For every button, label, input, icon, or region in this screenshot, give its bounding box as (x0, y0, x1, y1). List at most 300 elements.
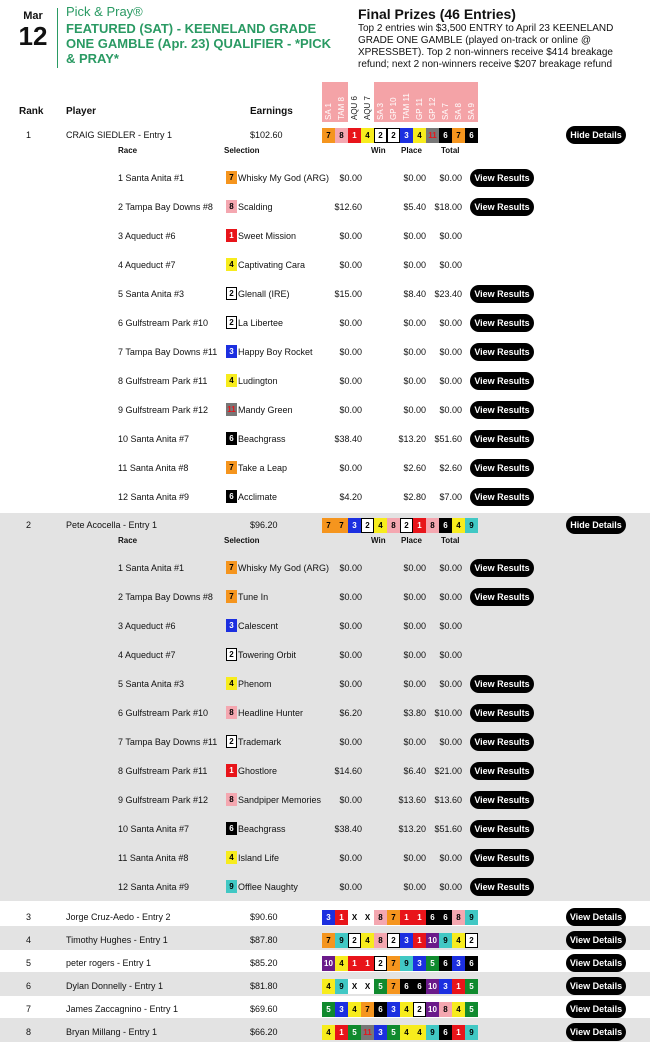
total-amount: $0.00 (439, 737, 462, 747)
pick-chip: 8 (426, 518, 439, 533)
pick-chip: 1 (413, 518, 426, 533)
total-amount: $0.00 (439, 650, 462, 660)
win-amount: $0.00 (339, 621, 362, 631)
detail-race: 7 Tampa Bay Downs #11 (118, 347, 218, 357)
view-details-button[interactable]: View Details (566, 1000, 626, 1018)
pick-chip: 5 (387, 1025, 400, 1040)
selection-name: Beachgrass (238, 434, 286, 444)
earnings: $90.60 (250, 912, 278, 922)
pick-chip: 8 (335, 128, 348, 143)
win-amount: $0.00 (339, 650, 362, 660)
total-amount: $0.00 (439, 231, 462, 241)
pick-chip: 8 (387, 518, 400, 533)
place-amount: $0.00 (403, 347, 426, 357)
detail-col-race: Race (118, 536, 138, 545)
total-amount: $0.00 (439, 679, 462, 689)
selection-name: Phenom (238, 679, 272, 689)
selection-name: Offlee Naughty (238, 882, 298, 892)
selection-number: 4 (226, 258, 237, 271)
place-amount: $0.00 (403, 260, 426, 270)
pick-chip: 4 (335, 956, 348, 971)
race-header-label: SA 9 (467, 103, 476, 120)
rank: 7 (26, 1004, 32, 1014)
pick-chip: 7 (387, 979, 400, 994)
pick-chip: 11 (361, 1025, 374, 1040)
place-amount: $0.00 (403, 376, 426, 386)
selection-name: Trademark (238, 737, 282, 747)
detail-race: 12 Santa Anita #9 (118, 492, 190, 502)
leaderboard-row (0, 998, 650, 1020)
pick-chip: 10 (426, 933, 439, 948)
detail-row (0, 488, 650, 508)
player-name: Dylan Donnelly - Entry 1 (66, 981, 164, 991)
pick-chip: 5 (426, 956, 439, 971)
pick-chip: 5 (374, 979, 387, 994)
pick-chip: 3 (387, 1002, 400, 1017)
place-amount: $8.40 (403, 289, 426, 299)
pick-chip: 11 (426, 128, 439, 143)
view-results-button[interactable]: View Results (470, 588, 534, 606)
pick-chip: 1 (413, 933, 426, 948)
race-header (322, 82, 335, 122)
pick-chip: 2 (400, 518, 413, 533)
place-amount: $0.00 (403, 231, 426, 241)
place-amount: $5.40 (403, 202, 426, 212)
selection-number: 2 (226, 287, 237, 300)
place-amount: $2.80 (403, 492, 426, 502)
pick-chip: 2 (374, 128, 387, 143)
selection-number: 6 (226, 822, 237, 835)
pick-chip: 1 (348, 128, 361, 143)
pick-chip: 6 (400, 979, 413, 994)
leaderboard-row (0, 516, 650, 534)
picks-strip (322, 956, 478, 971)
pick-chip: 7 (335, 518, 348, 533)
pick-chip: 3 (322, 910, 335, 925)
selection-name: Ludington (238, 376, 278, 386)
selection-name: Tune In (238, 592, 269, 602)
race-header-label: TAM 8 (337, 97, 346, 120)
divider (57, 8, 58, 68)
leaderboard-row (0, 1021, 650, 1043)
pick-chip: 2 (361, 518, 374, 533)
selection-name: Beachgrass (238, 824, 286, 834)
view-results-button[interactable]: View Results (470, 704, 534, 722)
picks-strip (322, 518, 478, 533)
race-header-label: SA 8 (454, 103, 463, 120)
view-results-button[interactable]: View Results (470, 372, 534, 390)
win-amount: $15.00 (334, 289, 362, 299)
view-results-button[interactable]: View Results (470, 791, 534, 809)
selection-name: Take a Leap (238, 463, 288, 473)
place-amount: $0.00 (403, 173, 426, 183)
pick-chip: 6 (439, 910, 452, 925)
view-results-button[interactable]: View Results (470, 820, 534, 838)
col-header-player: Player (66, 106, 97, 117)
total-amount: $2.60 (439, 463, 462, 473)
pick-chip: 6 (465, 956, 478, 971)
pick-chip: 9 (465, 910, 478, 925)
view-results-button[interactable]: View Results (470, 285, 534, 303)
pick-chip: 10 (426, 979, 439, 994)
race-header (387, 82, 400, 122)
pick-chip: X (348, 979, 361, 994)
win-amount: $0.00 (339, 173, 362, 183)
detail-col-win: Win (371, 146, 386, 155)
detail-race: 10 Santa Anita #7 (118, 824, 190, 834)
win-amount: $0.00 (339, 737, 362, 747)
selection-number: 6 (226, 432, 237, 445)
place-amount: $0.00 (403, 563, 426, 573)
leaderboard-row (0, 906, 650, 928)
pick-chip: 3 (413, 956, 426, 971)
rank: 6 (26, 981, 32, 991)
total-amount: $51.60 (434, 824, 462, 834)
place-amount: $13.20 (398, 434, 426, 444)
detail-row (0, 762, 650, 782)
selection-name: Acclimate (238, 492, 278, 502)
view-details-button[interactable]: View Details (566, 977, 626, 995)
detail-race: 2 Tampa Bay Downs #8 (118, 202, 213, 212)
pick-chip: 1 (348, 956, 361, 971)
pick-chip: 9 (439, 933, 452, 948)
view-results-button[interactable]: View Results (470, 762, 534, 780)
selection-number: 4 (226, 851, 237, 864)
pick-chip: 1 (452, 1025, 465, 1040)
view-results-button[interactable]: View Results (470, 849, 534, 867)
prizes-description: Top 2 entries win $3,500 ENTRY to April 23 KEENELAND GRADE ONE GAMBLE (played on-track or online @ XPRESSBET). Top 2 non-winners receive $414 breakage refund; next 2 non-winners receive $207 breakage refund (358, 23, 614, 70)
selection-name: Happy Boy Rocket (238, 347, 313, 357)
win-amount: $0.00 (339, 795, 362, 805)
view-details-button[interactable]: View Details (566, 954, 626, 972)
pick-chip: 4 (348, 1002, 361, 1017)
total-amount: $51.60 (434, 434, 462, 444)
selection-number: 6 (226, 490, 237, 503)
total-amount: $0.00 (439, 347, 462, 357)
pick-chip: 7 (361, 1002, 374, 1017)
pick-chip: 1 (413, 910, 426, 925)
pick-chip: 7 (322, 518, 335, 533)
win-amount: $0.00 (339, 563, 362, 573)
place-amount: $0.00 (403, 737, 426, 747)
selection-number: 7 (226, 561, 237, 574)
pick-chip: 5 (348, 1025, 361, 1040)
detail-row (0, 791, 650, 811)
selection-name: Whisky My God (ARG) (238, 563, 330, 573)
rank: 3 (26, 912, 32, 922)
place-amount: $6.40 (403, 766, 426, 776)
win-amount: $0.00 (339, 318, 362, 328)
detail-col-place: Place (401, 146, 422, 155)
pick-chip: 4 (452, 518, 465, 533)
win-amount: $38.40 (334, 434, 362, 444)
selection-number: 9 (226, 880, 237, 893)
selection-number: 3 (226, 619, 237, 632)
detail-row (0, 198, 650, 218)
hide-details-button[interactable]: Hide Details (566, 126, 626, 144)
win-amount: $6.20 (339, 708, 362, 718)
race-header-label: SA 3 (376, 103, 385, 120)
view-results-button[interactable]: View Results (470, 878, 534, 896)
race-header (439, 82, 452, 122)
selection-name: Towering Orbit (238, 650, 297, 660)
picks-strip (322, 128, 478, 143)
selection-name: Mandy Green (238, 405, 293, 415)
detail-race: 11 Santa Anita #8 (118, 853, 189, 863)
detail-race: 1 Santa Anita #1 (118, 173, 185, 183)
pick-chip: 4 (400, 1002, 413, 1017)
pick-chip: 1 (335, 1025, 348, 1040)
detail-row (0, 430, 650, 450)
detail-row (0, 372, 650, 392)
selection-name: Ghostlore (238, 766, 278, 776)
detail-row (0, 227, 650, 247)
pick-chip: 9 (335, 979, 348, 994)
pick-chip: 2 (348, 933, 361, 948)
detail-race: 6 Gulfstream Park #10 (118, 708, 209, 718)
selection-number: 11 (227, 405, 236, 414)
picks-strip (322, 910, 478, 925)
pick-chip: 1 (452, 979, 465, 994)
total-amount: $0.00 (439, 621, 462, 631)
player-name: Bryan Millang - Entry 1 (66, 1027, 158, 1037)
detail-col-win: Win (371, 536, 386, 545)
pick-chip: 4 (452, 933, 465, 948)
detail-col-total: Total (441, 536, 460, 545)
detail-row (0, 675, 650, 695)
player-name: Pete Acocella - Entry 1 (66, 520, 158, 530)
date-day: 12 (18, 21, 48, 51)
date-month: Mar (23, 10, 43, 22)
pick-chip: 6 (465, 128, 478, 143)
total-amount: $18.00 (434, 202, 462, 212)
pick-chip: X (361, 910, 374, 925)
detail-row (0, 617, 650, 637)
detail-row (0, 343, 650, 363)
pick-chip: 6 (413, 979, 426, 994)
pick-chip: 7 (322, 933, 335, 948)
pick-chip: 6 (439, 128, 452, 143)
place-amount: $0.00 (403, 853, 426, 863)
win-amount: $0.00 (339, 882, 362, 892)
win-amount: $0.00 (339, 231, 362, 241)
race-header-label: SA 7 (441, 103, 450, 120)
detail-race: 2 Tampa Bay Downs #8 (118, 592, 213, 602)
earnings: $66.20 (250, 1027, 278, 1037)
pick-chip: 3 (439, 979, 452, 994)
selection-number: 7 (226, 461, 237, 474)
picks-strip (322, 1025, 478, 1040)
pick-chip: 6 (374, 1002, 387, 1017)
earnings: $69.60 (250, 1004, 278, 1014)
pick-chip: 3 (335, 1002, 348, 1017)
view-results-button[interactable]: View Results (470, 559, 534, 577)
total-amount: $0.00 (439, 563, 462, 573)
race-header (413, 82, 426, 122)
pick-chip: 10 (322, 956, 335, 971)
earnings: $87.80 (250, 935, 278, 945)
win-amount: $12.60 (334, 202, 362, 212)
picks-strip (322, 933, 478, 948)
pick-chip: 7 (322, 128, 335, 143)
detail-race: 4 Aqueduct #7 (118, 650, 176, 660)
race-header (426, 82, 439, 122)
pick-chip: 8 (374, 910, 387, 925)
detail-row (0, 285, 650, 305)
selection-name: Sweet Mission (238, 231, 297, 241)
total-amount: $21.00 (434, 766, 462, 776)
pick-chip: 9 (426, 1025, 439, 1040)
pick-chip: 4 (452, 1002, 465, 1017)
total-amount: $0.00 (439, 173, 462, 183)
selection-number: 2 (226, 648, 237, 661)
total-amount: $13.60 (434, 795, 462, 805)
race-header-label: AQU 6 (350, 95, 359, 120)
selection-name: Whisky My God (ARG) (238, 173, 330, 183)
pick-chip: 6 (426, 910, 439, 925)
selection-name: Sandpiper Memories (238, 795, 322, 805)
total-amount: $0.00 (439, 853, 462, 863)
win-amount: $14.60 (334, 766, 362, 776)
selection-name: Island Life (238, 853, 280, 863)
selection-name: Captivating Cara (238, 260, 306, 270)
hide-details-button[interactable]: Hide Details (566, 516, 626, 534)
detail-row (0, 733, 650, 753)
view-results-button[interactable]: View Results (470, 488, 534, 506)
detail-race: 4 Aqueduct #7 (118, 260, 176, 270)
pick-chip: 9 (335, 933, 348, 948)
total-amount: $0.00 (439, 318, 462, 328)
pick-chip: 4 (413, 128, 426, 143)
leaderboard-row (0, 952, 650, 974)
view-results-button[interactable]: View Results (470, 343, 534, 361)
pick-chip: 4 (322, 979, 335, 994)
detail-race: 5 Santa Anita #3 (118, 289, 185, 299)
view-results-button[interactable]: View Results (470, 401, 534, 419)
detail-race: 3 Aqueduct #6 (118, 621, 176, 631)
pick-chip: 4 (361, 933, 374, 948)
place-amount: $13.20 (398, 824, 426, 834)
total-amount: $10.00 (434, 708, 462, 718)
pick-chip: 4 (400, 1025, 413, 1040)
player-name: peter rogers - Entry 1 (66, 958, 152, 968)
view-results-button[interactable]: View Results (470, 459, 534, 477)
race-header-label: SA 1 (324, 103, 333, 120)
selection-number: 4 (226, 677, 237, 690)
pick-chip: 6 (439, 956, 452, 971)
total-amount: $0.00 (439, 592, 462, 602)
detail-race: 10 Santa Anita #7 (118, 434, 190, 444)
pick-chip: 4 (322, 1025, 335, 1040)
earnings: $81.80 (250, 981, 278, 991)
selection-number: 7 (226, 171, 237, 184)
selection-number: 2 (226, 316, 237, 329)
detail-header (0, 536, 650, 550)
selection-number: 2 (226, 735, 237, 748)
rank: 8 (26, 1027, 32, 1037)
leaderboard-row (0, 126, 650, 144)
detail-row (0, 878, 650, 898)
detail-race: 8 Gulfstream Park #11 (118, 766, 208, 776)
win-amount: $0.00 (339, 592, 362, 602)
selection-number: 1 (226, 764, 237, 777)
total-amount: $7.00 (439, 492, 462, 502)
win-amount: $0.00 (339, 260, 362, 270)
win-amount: $0.00 (339, 405, 362, 415)
pick-chip: 2 (387, 128, 400, 143)
picks-strip (322, 1002, 478, 1017)
view-results-button[interactable]: View Results (470, 314, 534, 332)
selection-name: Scalding (238, 202, 273, 212)
win-amount: $4.20 (339, 492, 362, 502)
place-amount: $2.60 (403, 463, 426, 473)
selection-number: 4 (226, 374, 237, 387)
total-amount: $0.00 (439, 882, 462, 892)
detail-row (0, 559, 650, 579)
pick-chip: 2 (374, 956, 387, 971)
player-name: CRAIG SIEDLER - Entry 1 (66, 130, 173, 140)
prizes-title: Final Prizes (46 Entries) (358, 6, 516, 22)
earnings: $102.60 (250, 130, 283, 140)
view-results-button[interactable]: View Results (470, 169, 534, 187)
view-results-button[interactable]: View Results (470, 198, 534, 216)
place-amount: $0.00 (403, 650, 426, 660)
total-amount: $0.00 (439, 376, 462, 386)
place-amount: $13.60 (398, 795, 426, 805)
win-amount: $0.00 (339, 679, 362, 689)
view-details-button[interactable]: View Details (566, 1023, 626, 1041)
detail-race: 3 Aqueduct #6 (118, 231, 176, 241)
player-name: James Zaccagnino - Entry 1 (66, 1004, 179, 1014)
win-amount: $0.00 (339, 376, 362, 386)
selection-name: La Libertee (238, 318, 284, 328)
rank: 4 (26, 935, 32, 945)
detail-race: 8 Gulfstream Park #11 (118, 376, 208, 386)
pick-chip: 2 (387, 933, 400, 948)
detail-row (0, 849, 650, 869)
detail-race: 12 Santa Anita #9 (118, 882, 190, 892)
view-details-button[interactable]: View Details (566, 931, 626, 949)
detail-col-selection: Selection (224, 536, 260, 545)
detail-row (0, 820, 650, 840)
selection-number: 7 (226, 590, 237, 603)
view-results-button[interactable]: View Results (470, 675, 534, 693)
pick-chip: 3 (400, 128, 413, 143)
race-header (400, 82, 413, 122)
player-name: Jorge Cruz-Aedo - Entry 2 (66, 912, 171, 922)
view-results-button[interactable]: View Results (470, 733, 534, 751)
race-header-label: AQU 7 (363, 95, 372, 120)
pick-chip: 8 (439, 1002, 452, 1017)
game-title: FEATURED (SAT) - KEENELAND GRADE ONE GAMBLE (Apr. 23) QUALIFIER - *PICK & PRAY* (66, 21, 332, 66)
selection-number: 8 (226, 706, 237, 719)
detail-race: 9 Gulfstream Park #12 (118, 405, 209, 415)
view-results-button[interactable]: View Results (470, 430, 534, 448)
race-header (335, 82, 348, 122)
date-badge (10, 10, 56, 50)
view-details-button[interactable]: View Details (566, 908, 626, 926)
selection-name: Headline Hunter (238, 708, 304, 718)
pick-chip: 4 (413, 1025, 426, 1040)
win-amount: $38.40 (334, 824, 362, 834)
pick-chip: 3 (400, 933, 413, 948)
race-header-label: TAM 11 (402, 93, 411, 120)
detail-race: 9 Gulfstream Park #12 (118, 795, 209, 805)
pick-chip: 3 (348, 518, 361, 533)
pick-chip: 5 (465, 979, 478, 994)
race-header (465, 82, 478, 122)
detail-col-race: Race (118, 146, 138, 155)
